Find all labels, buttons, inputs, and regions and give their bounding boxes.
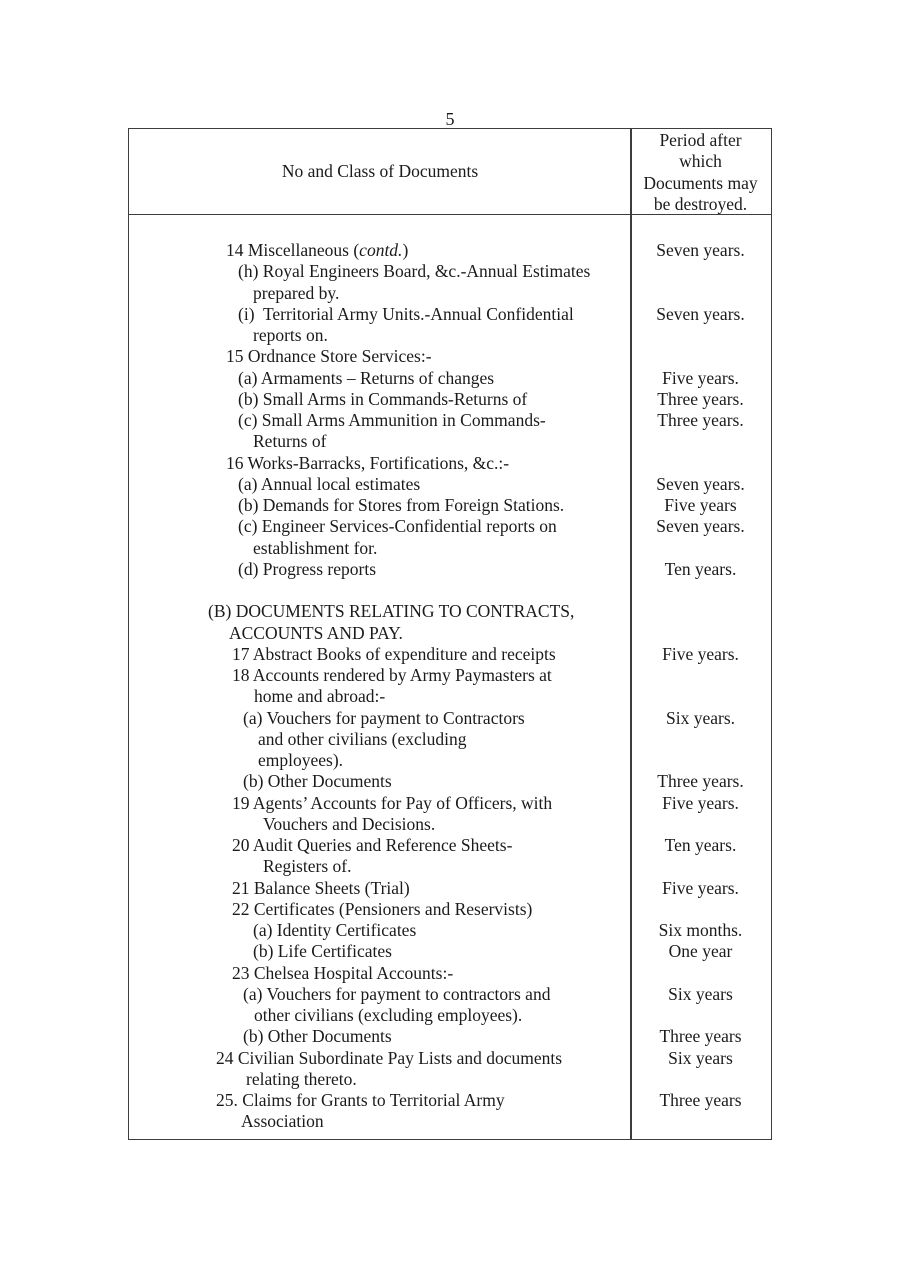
document-text (241, 1111, 324, 1132)
table-row (129, 495, 771, 516)
table-row (129, 516, 771, 537)
document-text (232, 963, 453, 984)
table-row (129, 984, 771, 1005)
document-text (243, 771, 392, 792)
period-cell (631, 856, 770, 877)
period-cell: Three years (659, 1090, 742, 1110)
document-text (238, 495, 564, 516)
table-row (129, 878, 771, 899)
text-segment: ACCOUNTS AND PAY. (229, 622, 403, 643)
document-cell (129, 793, 631, 814)
text-segment: 14 Miscellaneous ( (226, 240, 360, 260)
document-text (243, 984, 550, 1005)
period-cell (631, 453, 770, 474)
document-text (243, 708, 525, 729)
text-segment: and other civilians (excluding (258, 728, 467, 749)
period-cell: Seven years. (656, 303, 745, 324)
table-row (129, 453, 771, 474)
text-segment: Registers of. (263, 856, 352, 877)
table-row (129, 686, 771, 707)
document-cell (129, 984, 631, 1005)
text-segment: (i) Territorial Army Units.-Annual Confidential (238, 303, 574, 324)
document-text (263, 856, 351, 877)
text-segment: (a) Annual local estimates (238, 473, 421, 494)
document-text (253, 283, 339, 304)
document-text (226, 240, 408, 261)
document-text (238, 389, 527, 410)
period-cell: Five years. (662, 643, 739, 664)
document-text (258, 729, 466, 750)
text-segment: 15 Ordnance Store Services:- (226, 346, 432, 367)
document-text (238, 516, 557, 537)
spacer-row (129, 580, 771, 601)
document-cell (129, 835, 631, 856)
document-cell (129, 474, 631, 495)
text-segment: 22 Certificates (Pensioners and Reservists) (232, 898, 533, 919)
document-cell (129, 495, 631, 516)
document-cell (129, 708, 631, 729)
table-row (129, 261, 771, 282)
period-cell (631, 1005, 770, 1026)
document-text (232, 665, 552, 686)
period-cell (631, 750, 770, 771)
table-row (129, 410, 771, 431)
document-text (238, 559, 376, 580)
document-cell (129, 878, 631, 899)
text-segment: 17 Abstract Books of expenditure and receipts (232, 643, 556, 664)
text-segment: 16 Works-Barracks, Fortifications, &c.:- (226, 452, 510, 473)
period-cell: Six years. (665, 707, 736, 728)
document-text (238, 410, 546, 431)
table-row (129, 346, 771, 367)
text-segment: Association (241, 1111, 324, 1132)
table-row (129, 1048, 771, 1069)
document-cell (129, 623, 631, 644)
text-segment: 24 Civilian Subordinate Pay Lists and documents (216, 1047, 563, 1068)
period-cell: Five years. (662, 367, 739, 388)
document-text (216, 1090, 505, 1111)
text-segment: (c) Small Arms Ammunition in Commands- (238, 410, 546, 430)
table-row (129, 941, 771, 962)
period-cell (631, 899, 770, 920)
document-text (253, 538, 377, 559)
table-row (129, 644, 771, 665)
table-row (129, 304, 771, 325)
text-segment: (a) Identity Certificates (253, 920, 417, 940)
document-cell (129, 665, 631, 686)
period-cell: Six years (668, 1047, 733, 1068)
text-segment: 21 Balance Sheets (Trial) (232, 877, 410, 898)
text-segment: (h) Royal Engineers Board, &c.-Annual Estimates (238, 261, 591, 282)
text-segment: Returns of (253, 431, 327, 452)
table-row (129, 474, 771, 495)
document-text (238, 474, 420, 495)
document-text (253, 325, 328, 346)
table-body (129, 215, 771, 1133)
table-row (129, 1005, 771, 1026)
document-cell (129, 963, 631, 984)
period-cell: Three years. (657, 410, 744, 430)
period-cell: Three years. (657, 771, 744, 792)
table-row (129, 1090, 771, 1111)
document-cell (129, 368, 631, 389)
period-cell (631, 814, 770, 835)
period-cell: Five years (664, 495, 737, 515)
document-cell (129, 1005, 631, 1026)
document-text (226, 346, 432, 367)
document-text (232, 899, 532, 920)
period-cell (631, 346, 770, 367)
document-cell (129, 1069, 631, 1090)
document-cell (129, 920, 631, 941)
text-segment: (a) Vouchers for payment to contractors and (243, 983, 551, 1004)
document-text (243, 1026, 392, 1047)
period-cell: One year (668, 941, 733, 962)
table-row (129, 1069, 771, 1090)
text-segment: (d) Progress reports (238, 558, 377, 579)
document-text (238, 304, 574, 325)
document-cell (129, 580, 631, 601)
text-segment: (a) Vouchers for payment to Contractors (243, 707, 525, 728)
text-segment: (b) Small Arms in Commands-Returns of (238, 388, 528, 409)
document-cell (129, 1090, 631, 1111)
document-cell (129, 389, 631, 410)
header-period-column (631, 129, 770, 214)
document-text (253, 431, 326, 452)
document-text (232, 878, 410, 899)
table-row (129, 835, 771, 856)
table-row (129, 920, 771, 941)
period-cell (631, 261, 770, 282)
header-documents-column: No and Class of Documents (281, 161, 479, 181)
text-segment: ) (402, 240, 409, 260)
table-row (129, 856, 771, 877)
document-text (208, 601, 574, 622)
document-text (229, 623, 403, 644)
document-cell (129, 325, 631, 346)
table-row (129, 538, 771, 559)
period-cell (631, 283, 770, 304)
document-cell (129, 304, 631, 325)
header-period-line: be destroyed. (653, 193, 748, 214)
text-segment: other civilians (excluding employees). (254, 1005, 523, 1025)
table-row (129, 750, 771, 771)
period-cell: Six months. (658, 920, 743, 940)
period-cell (631, 580, 770, 601)
header-period-line: which (679, 151, 722, 172)
document-cell (129, 601, 631, 622)
documents-table (128, 128, 772, 1140)
document-cell (129, 814, 631, 835)
table-row (129, 1111, 771, 1132)
header-period-line: Period after (659, 130, 742, 150)
text-segment: relating thereto. (246, 1068, 357, 1089)
table-row (129, 793, 771, 814)
text-segment: (B) DOCUMENTS RELATING TO CONTRACTS, (208, 601, 575, 622)
table-row (129, 368, 771, 389)
period-cell (631, 623, 770, 644)
text-segment: prepared by. (253, 282, 340, 303)
table-row (129, 771, 771, 792)
text-segment: (a) Armaments – Returns of changes (238, 367, 495, 388)
period-cell: Three years (659, 1026, 742, 1047)
document-cell (129, 538, 631, 559)
document-cell (129, 1111, 631, 1132)
table-row (129, 283, 771, 304)
document-cell (129, 1026, 631, 1047)
table-row (129, 431, 771, 452)
text-segment: home and abroad:- (254, 686, 386, 707)
text-segment: Vouchers and Decisions. (263, 813, 436, 834)
table-row (129, 899, 771, 920)
table-row (129, 1026, 771, 1047)
document-cell (129, 771, 631, 792)
document-text (258, 750, 343, 771)
table-row (129, 708, 771, 729)
document-cell (129, 516, 631, 537)
document-text (254, 686, 385, 707)
period-cell (631, 431, 770, 452)
text-segment: 18 Accounts rendered by Army Paymasters at (232, 665, 552, 685)
document-text (238, 368, 494, 389)
document-text (238, 261, 590, 282)
document-cell (129, 240, 631, 261)
document-text (232, 835, 512, 856)
document-text (253, 920, 416, 941)
document-cell (129, 410, 631, 431)
document-text (232, 793, 552, 814)
period-cell (631, 1069, 770, 1090)
text-segment: 20 Audit Queries and Reference Sheets- (232, 835, 513, 855)
period-cell (631, 686, 770, 707)
document-text (216, 1048, 562, 1069)
table-row (129, 814, 771, 835)
period-cell: Ten years. (664, 558, 737, 579)
page-number: 5 (445, 109, 455, 129)
table-row (129, 240, 771, 261)
period-cell (631, 1111, 770, 1132)
table-row (129, 665, 771, 686)
document-cell (129, 686, 631, 707)
text-segment: (b) Other Documents (243, 1026, 392, 1047)
period-cell (631, 538, 770, 559)
period-cell: Seven years. (656, 516, 745, 537)
period-cell: Ten years. (664, 835, 737, 855)
text-segment: 19 Agents’ Accounts for Pay of Officers, with (232, 792, 553, 813)
document-text (246, 1069, 357, 1090)
period-cell (631, 601, 770, 622)
italic-segment: contd. (359, 240, 403, 260)
table-header-row (129, 129, 771, 215)
period-cell: Seven years. (656, 473, 745, 494)
period-cell: Five years. (662, 877, 739, 898)
header-period-line: Documents may (643, 172, 758, 193)
document-cell (129, 941, 631, 962)
period-cell: Five years. (662, 792, 739, 813)
table-row (129, 623, 771, 644)
text-segment: 23 Chelsea Hospital Accounts:- (232, 962, 454, 983)
table-row (129, 963, 771, 984)
text-segment: employees). (258, 750, 344, 770)
text-segment: (b) Life Certificates (253, 941, 392, 962)
period-cell (631, 729, 770, 750)
table-row (129, 325, 771, 346)
period-cell (631, 325, 770, 346)
column-divider (630, 129, 632, 1139)
document-text (253, 941, 392, 962)
document-text (263, 814, 435, 835)
document-cell (129, 559, 631, 580)
table-row (129, 389, 771, 410)
text-segment: establishment for. (253, 537, 378, 558)
document-cell (129, 729, 631, 750)
document-cell (129, 261, 631, 282)
document-text (232, 644, 556, 665)
document-cell (129, 346, 631, 367)
text-segment: 25. Claims for Grants to Territorial Army (216, 1090, 505, 1110)
table-row (129, 601, 771, 622)
period-cell: Seven years. (656, 240, 745, 260)
table-row (129, 729, 771, 750)
period-cell (631, 963, 770, 984)
document-cell (129, 856, 631, 877)
text-segment: (b) Demands for Stores from Foreign Stations. (238, 495, 565, 515)
text-segment: reports on. (253, 325, 328, 345)
document-cell (129, 283, 631, 304)
document-cell (129, 644, 631, 665)
text-segment: (c) Engineer Services-Confidential reports on (238, 516, 557, 537)
document-cell (129, 453, 631, 474)
table-row (129, 559, 771, 580)
text-segment: (b) Other Documents (243, 771, 392, 792)
document-cell (129, 750, 631, 771)
period-cell: Six years (668, 983, 733, 1004)
document-text (254, 1005, 522, 1026)
document-cell (129, 1048, 631, 1069)
document-cell (129, 899, 631, 920)
document-text (226, 453, 509, 474)
document-cell (129, 431, 631, 452)
period-cell: Three years. (657, 388, 744, 409)
period-cell (631, 665, 770, 686)
